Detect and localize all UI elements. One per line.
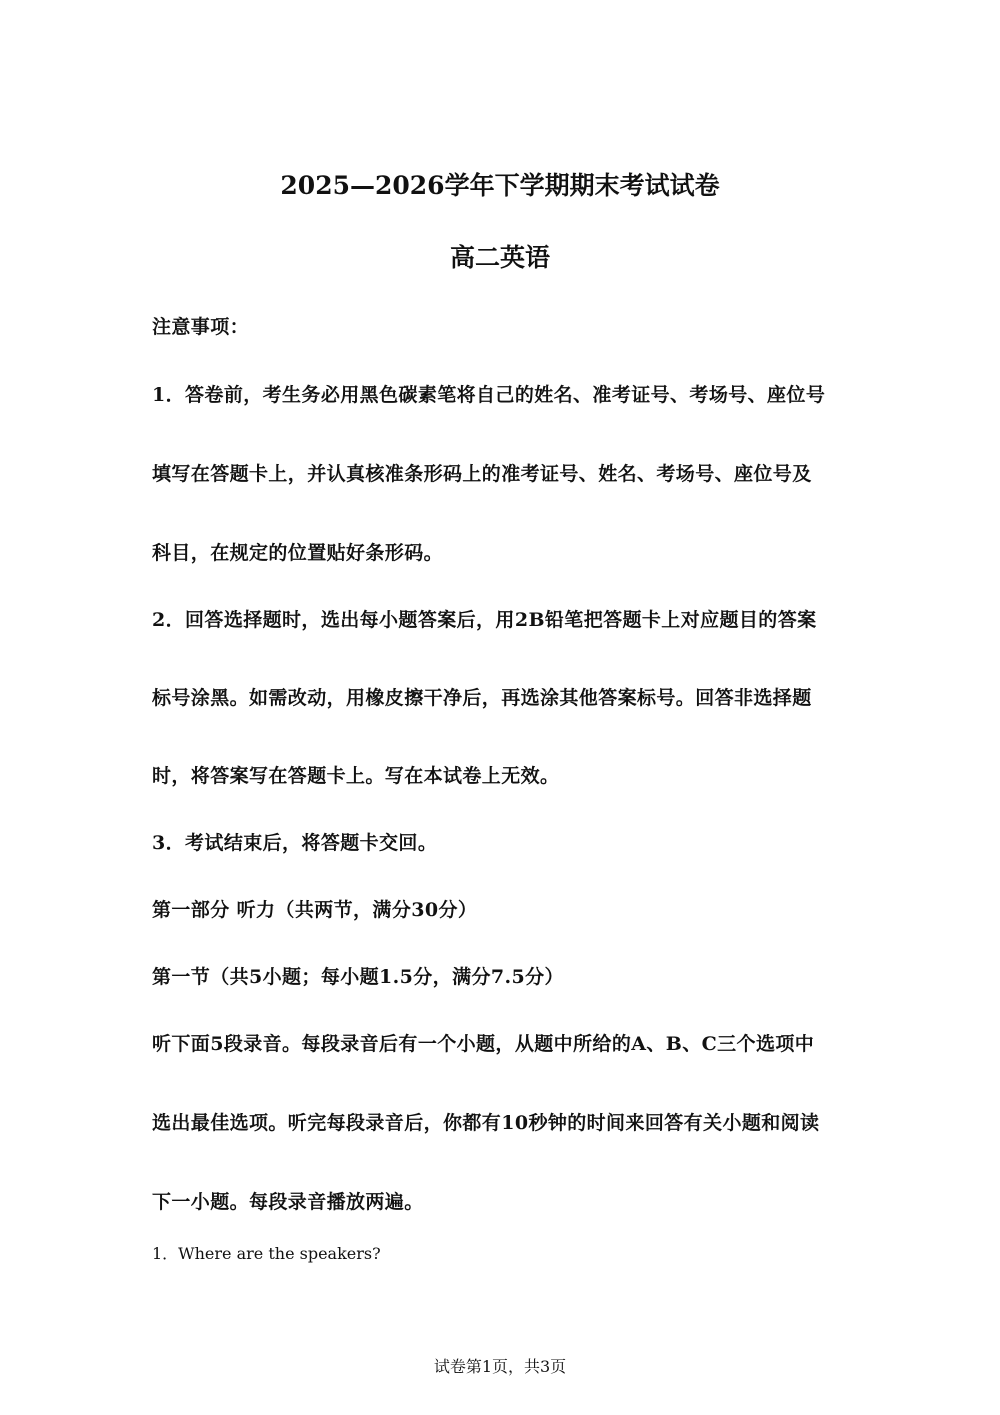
notice-item-2-line-2: 标号涂黑。如需改动，用橡皮擦干净后，再选涂其他答案标号。回答非选择题 xyxy=(152,687,812,709)
notice-item-2-line-1: 2．回答选择题时，选出每小题答案后，用2B铅笔把答题卡上对应题目的答案 xyxy=(152,609,817,631)
page-footer: 试卷第1页，共3页 xyxy=(433,1357,567,1376)
instructions-line-2: 选出最佳选项。听完每段录音后，你都有10秒钟的时间来回答有关小题和阅读 xyxy=(152,1112,820,1134)
instructions-line-1: 听下面5段录音。每段录音后有一个小题，从题中所给的A、B、C三个选项中 xyxy=(152,1033,815,1055)
notice-item-1-line-3: 科目，在规定的位置贴好条形码。 xyxy=(152,542,444,564)
exam-title: 2025—2026学年下学期期末考试试卷 xyxy=(280,171,720,200)
part-heading: 第一部分 听力（共两节，满分30分） xyxy=(152,899,478,921)
notice-item-1-line-2: 填写在答题卡上，并认真核准条形码上的准考证号、姓名、考场号、座位号及 xyxy=(152,463,812,485)
notice-item-3: 3．考试结束后，将答题卡交回。 xyxy=(152,832,438,854)
notice-item-1-line-1: 1．答卷前，考生务必用黑色碳素笔将自己的姓名、准考证号、考场号、座位号 xyxy=(152,384,826,406)
instructions-line-3: 下一小题。每段录音播放两遍。 xyxy=(152,1191,424,1213)
notice-heading: 注意事项： xyxy=(152,316,250,338)
question-1: 1．Where are the speakers? xyxy=(152,1244,381,1263)
subject-title: 高二英语 xyxy=(449,243,550,272)
subsection-heading: 第一节（共5小题；每小题1.5分，满分7.5分） xyxy=(152,966,564,988)
notice-item-2-line-3: 时，将答案写在答题卡上。写在本试卷上无效。 xyxy=(152,765,560,787)
